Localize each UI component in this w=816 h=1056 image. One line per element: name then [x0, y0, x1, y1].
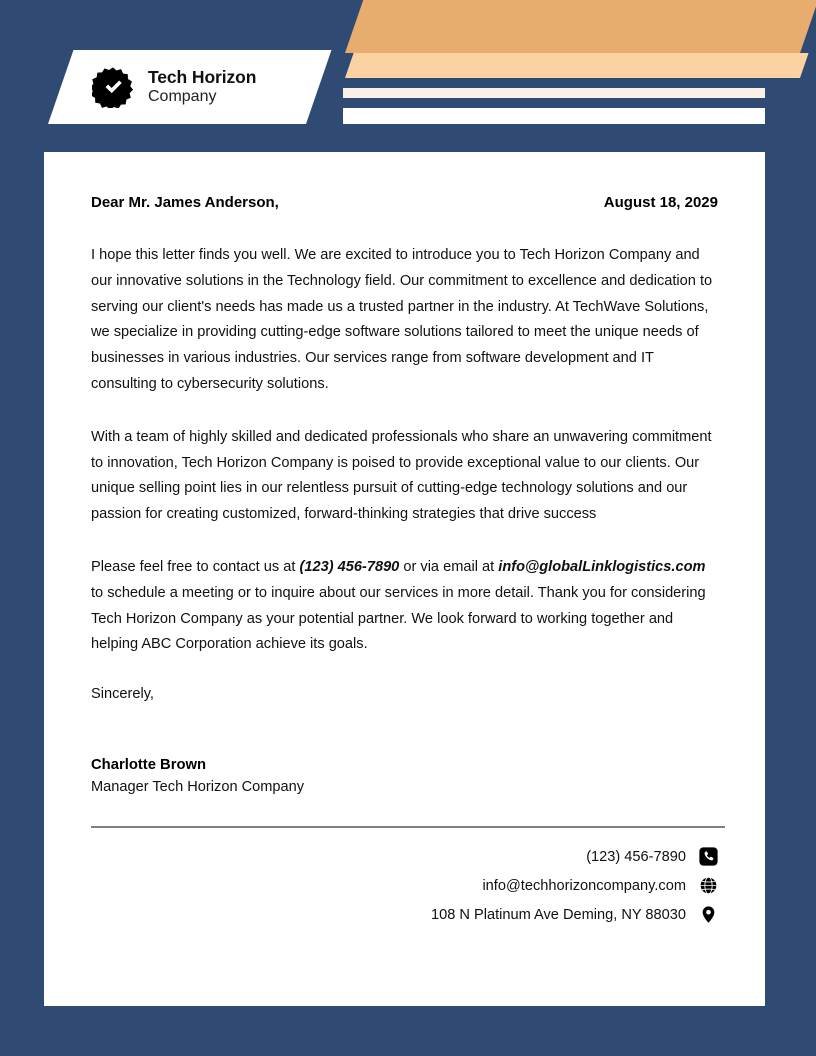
contact-text: (123) 456-7890: [586, 848, 686, 865]
contact-text: 108 N Platinum Ave Deming, NY 88030: [430, 906, 686, 923]
header-band-orange-light: [345, 53, 809, 78]
letter-paragraph-team: With a team of highly skilled and dedicated professionals who share an unwavering commitment to innovation, Tech Horizon Company is poised to provide exceptional value to our clients. Our unique selling point lies in our relentless pursuit of cutting-edge technology solutions and our passion for creating customized, forward-thinking strategies that drive success: [91, 428, 712, 523]
letter-date: August 18, 2029: [603, 194, 718, 211]
brand-name: [148, 68, 256, 106]
verified-check-badge-icon: [92, 66, 134, 108]
emphasized-text: (123) 456-7890: [299, 558, 400, 575]
brand-line-secondary: Company: [148, 87, 217, 105]
location-pin-icon: [699, 905, 718, 924]
letter-header-row: [91, 152, 718, 211]
brand-lockup: [48, 50, 320, 124]
brand-line-primary: Tech Horizon: [148, 67, 257, 88]
signature-block: [91, 754, 718, 798]
phone-icon: [699, 847, 718, 866]
footer-contact-list: [91, 847, 718, 924]
footer-divider: [91, 826, 725, 828]
header-stripe-white: [343, 108, 765, 124]
letter-paragraph-contact: Please feel free to contact us at (123) 456-7890 or via email at info@globalLinklogistics.com to schedule a meeting or to inquire about our services in more detail. Thank you for considering Tech Horizon Company as your potential partner. We look forward to working together and helping ABC Corporation achieve its goals.: [91, 558, 706, 653]
closing-line: Sincerely,: [91, 686, 154, 703]
contact-text: info@techhorizoncompany.com: [482, 877, 686, 894]
header-band-orange-dark: [345, 0, 816, 53]
letter-card: [44, 152, 765, 1006]
signer-name: Charlotte Brown: [91, 757, 207, 774]
letter-body: [91, 243, 718, 658]
letterhead: [0, 0, 816, 152]
salutation: Dear Mr. James Anderson,: [91, 194, 279, 211]
contact-row[interactable]: [586, 847, 718, 866]
emphasized-text: info@globalLinklogistics.com: [498, 558, 706, 575]
letter-paragraph-intro: I hope this letter finds you well. We are excited to introduce you to Tech Horizon Company and our innovative solutions in the Technology field. Our commitment to excellence and dedication to serving our client's needs has made us a trusted partner in the industry. At TechWave Solutions, we specialize in providing cutting-edge software solutions tailored to meet the unique needs of businesses in various industries. Our services range from software development and IT consulting to cybersecurity solutions.: [91, 247, 713, 392]
globe-icon: [699, 876, 718, 895]
header-stripe-cream: [343, 88, 765, 98]
signer-title: Manager Tech Horizon Company: [91, 779, 305, 796]
contact-row[interactable]: [431, 905, 718, 924]
contact-row[interactable]: [482, 876, 718, 895]
